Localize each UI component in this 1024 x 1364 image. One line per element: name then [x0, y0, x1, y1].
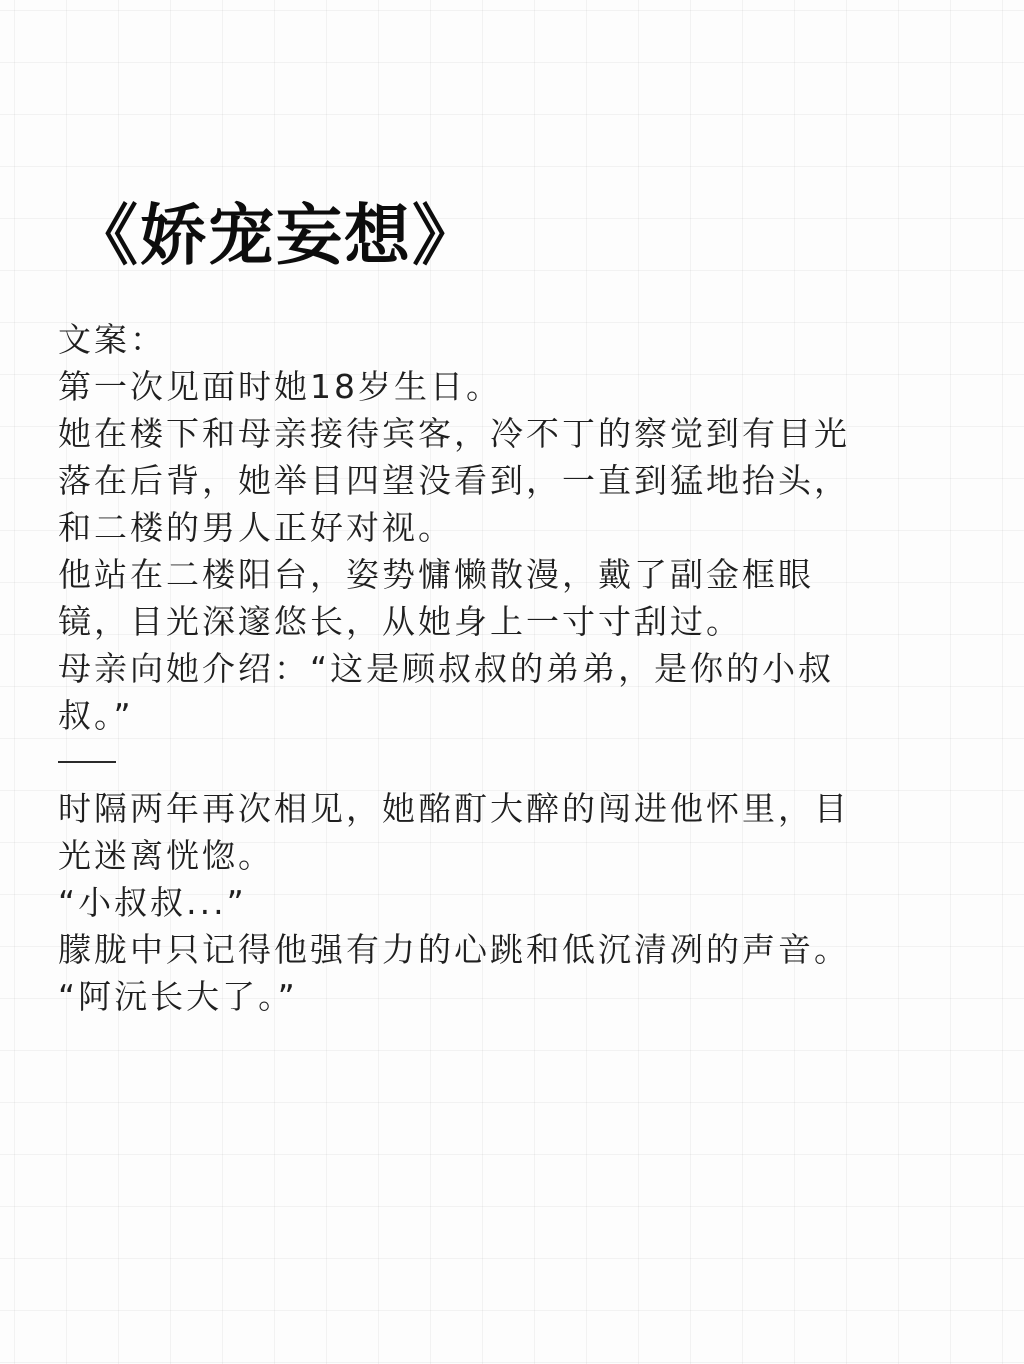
text-line: 第一次见面时她18岁生日。: [58, 367, 502, 406]
text-line: 母亲向她介绍：“这是顾叔叔的弟弟，是你的小叔: [58, 649, 835, 688]
text-line: 朦胧中只记得他强有力的心跳和低沉清冽的声音。: [58, 930, 850, 969]
text-line: 叔。”: [58, 696, 134, 735]
text-line: 时隔两年再次相见，她酩酊大醉的闯进他怀里，目: [58, 789, 850, 828]
text-line: 他站在二楼阳台，姿势慵懒散漫，戴了副金框眼: [58, 555, 814, 594]
text-line: 她在楼下和母亲接待宾客，冷不丁的察觉到有目光: [58, 414, 850, 453]
book-title: 《娇宠妄想》: [72, 197, 480, 274]
text-line: 镜，目光深邃悠长，从她身上一寸寸刮过。: [58, 602, 742, 641]
text-line: “阿沅长大了。”: [58, 977, 298, 1016]
section-divider: [58, 761, 116, 763]
text-line: 光迷离恍惚。: [58, 836, 274, 875]
section-label: 文案：: [58, 320, 166, 359]
text-line: 落在后背，她举目四望没看到，一直到猛地抬头，: [58, 461, 850, 500]
text-line: “小叔叔...”: [58, 883, 247, 922]
text-line: 和二楼的男人正好对视。: [58, 508, 454, 547]
synopsis: [58, 316, 958, 1020]
